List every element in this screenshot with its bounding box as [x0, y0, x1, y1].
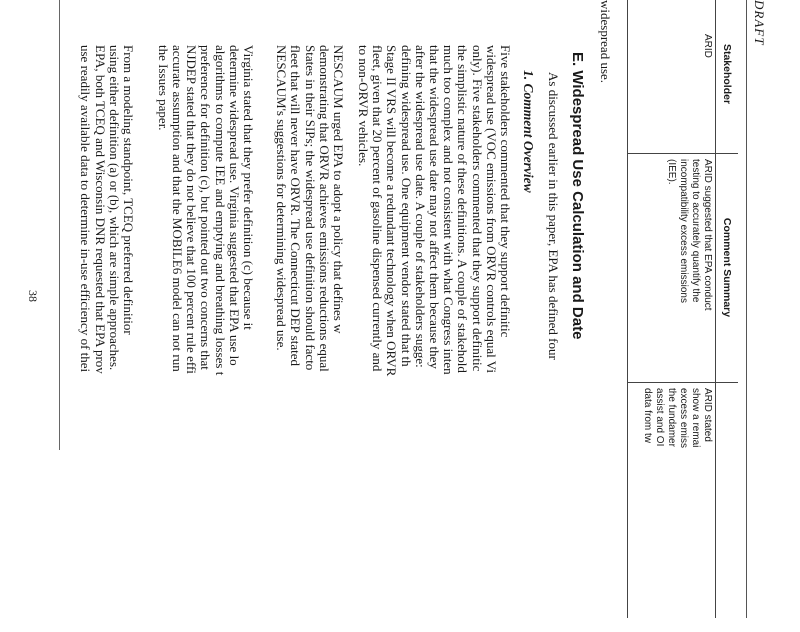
table-header-stakeholder: Stakeholder — [721, 43, 733, 105]
table-bottom-rule — [627, 0, 628, 618]
comment-summary-cell: ARID suggested that EPA conduct testing to accurately quantify the incompatibility excess emissions (IEE). — [666, 159, 713, 311]
intro-line: widespread use. — [598, 0, 613, 84]
stakeholder-cell: ARID — [702, 34, 713, 58]
footer-rule — [59, 0, 60, 450]
subsection-heading: 1. Comment Overview — [521, 70, 536, 193]
table-header-rule — [715, 0, 716, 618]
table-header-response — [716, 382, 738, 618]
paragraph-3: Virginia stated that they prefer definition (c) because it determine widespread use. Virginia suggested that EPA use lo algorithms to compute IEE and emptying and breathing losses t preference for definition (c), but pointed out two concerns that NJDEP stated that they do not believe that 100 percent rule effi accurate assumption and that the MOBILE6 model can not run the Issues paper. — [155, 45, 256, 376]
response-column — [628, 382, 738, 618]
section-lead: As discussed earlier in this paper, EPA has defined four — [546, 72, 561, 360]
table-header-comment-summary: Comment Summary — [721, 217, 733, 318]
table-divider — [628, 153, 738, 154]
paragraph-1: Five stakeholders commented that they support definitic widespread use (VOC emissions from ORVR controls equal Vi only). Five stakeholders commented that they support definitic the simplistic nature of these definitions. A couple of stakehold much too complex and not consistent with what Congress inten that the widespread use date may not affect them because they after the widespread use date. A couple of stakeholders sugge: defining widespread use. One equipment vendor stated that th Stage II VRS will become a redundant technology when ORVR fleet, given that 20 percent of gasoline dispensed currently and to non-ORVR vehicles. — [355, 45, 513, 377]
comment-summary-column — [628, 153, 738, 382]
paragraph-2: NESCAUM urged EPA to adopt a policy that defines w demonstrating that ORVR achieves emissions reductions equal States in their SIPs; the widespread use definition should facto fleet that will never have ORVR. The Connecticut DEP stated NESCAUM's suggestions for determining widespread use. — [274, 45, 346, 372]
header-rule — [746, 0, 747, 618]
section-heading: E. Widespread Use Calculation and Date — [569, 52, 586, 340]
paragraph-4: From a modeling standpoint, TCEQ preferred definitior using either definition (a) or (b), which are simple approaches. EPA, both TCEQ and Wisconsin DNR requested that EPA prov use readily available data to determine in-use efficiency of thei — [78, 45, 136, 374]
response-cell: ARID stated show a remai excess emiss the fundamer assist and OI data from tw — [642, 388, 713, 449]
draft-label: DRAFT — [752, 0, 767, 46]
comment-table — [628, 0, 738, 618]
page-number: 38 — [26, 290, 40, 302]
table-divider — [628, 382, 738, 383]
stakeholder-column — [628, 0, 738, 148]
